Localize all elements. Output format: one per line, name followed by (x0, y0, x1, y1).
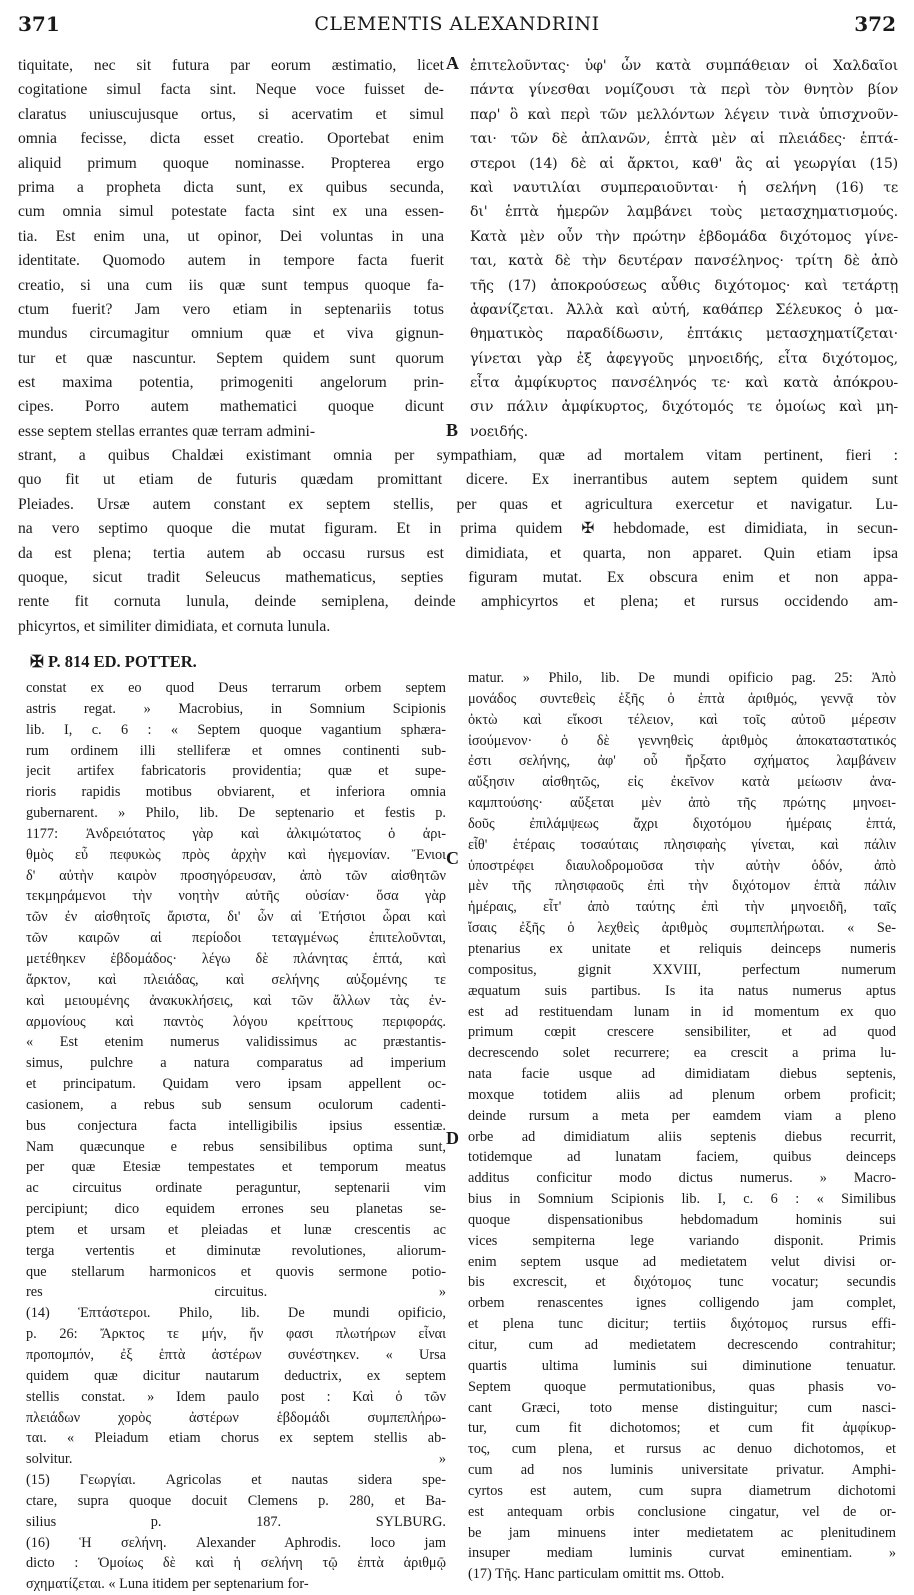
note-line: (17) Τῆς. Hanc particulam omittit ms. Ottob. (468, 1566, 725, 1583)
note-line: terga vertentis et diminutæ revolutiones, aliorum- (26, 1242, 446, 1259)
greek-text-line: παρ' ὃ καὶ περὶ τῶν μελλόντων λέγειν τινὰ ὑπισχνοῦν- (470, 106, 898, 123)
note-line: αὔξησιν αἰσθητῶς, εἰς ἐκεῖνον κατὰ μείωσιν ἀνα- (468, 774, 896, 791)
note-line: ἐστι σελήνης, ἀφ' οὗ ἤρξατο σχήματος λαμβάνειν (468, 753, 896, 770)
note-line: be jam minuens inter medietatem ac plenitudinem (468, 1524, 896, 1541)
note-line: totidemque ad lunatam faciem, quibus deinceps (468, 1149, 896, 1166)
note-line: constat ex eo quod Deus terrarum orbem septem (26, 680, 446, 696)
note-line: et plena tunc dicitur; tertiis διχότομος rursus effi- (468, 1316, 896, 1333)
note-line: μετέθηκεν ἑβδομάδος· λέγω δὲ πλάνητας ἑπτά, καὶ (26, 950, 446, 967)
text-line: mundus circumagitur omnium quæ et viva gignun- (18, 325, 444, 343)
note-line: insuper mediam luminis curvat eminentiam. » (468, 1545, 896, 1562)
running-title: CLEMENTIS ALEXANDRINI (314, 13, 600, 35)
note-line: solvitur. » (26, 1451, 446, 1468)
note-line: gubernarent. » Philo, lib. De septenario et festis p. (26, 805, 446, 822)
full-width-latin-block (18, 444, 898, 639)
note-line: 1177: Ἀνδρειότατος γὰρ καὶ ἀλκιμώτατος ὁ ἀρι- (26, 825, 446, 842)
note-line: τος, cum plena, et rursus ac denuo dichotomos, et (468, 1441, 896, 1458)
top-right-greek-column (470, 54, 898, 444)
note-line: ptenarius ex unitate et reliquis deinceps numeris (468, 940, 896, 957)
text-line: quo fit ut etiam de futuris quædam promittant dicere. Ex inerrantibus autem septem quidem sunt (18, 471, 898, 489)
note-line: cant Græci, toto mense distinguitur; cum nasci- (468, 1399, 896, 1416)
note-line: (16) Ἡ σελήνη. Alexander Aphrodis. loco jam (26, 1534, 446, 1551)
margin-marker-a: A (446, 53, 459, 73)
note-line: quartis ultima luminis sui diminutione tenuatur. (468, 1357, 896, 1374)
text-line: phicyrtos, et similiter dimidiata, et cornuta lunula. (18, 617, 331, 635)
note-line: que stellarum harmonicos et quovis sermone potio- (26, 1263, 446, 1280)
note-line: est antequam orbis conclusione cingatur, vel de or- (468, 1503, 896, 1520)
note-line: ἰσούμενον· ὁ δὲ γεννηθεὶς ἀριθμὸς ἀποκαταστατικός (468, 732, 896, 749)
note-line: ac circuitus ordinate peraguntur, septenarii vim (26, 1180, 446, 1197)
note-line: μὲν τῆς πλησιφαοῦς ἐπὶ τὴν διχότομον ἑπτὰ πάλιν (468, 878, 896, 895)
greek-text-line: Κατὰ μὲν οὖν τὴν πρώτην ἑβδομάδα διχότομος γίνε- (470, 228, 898, 245)
note-line: θμὸς εὖ πεφυκὼς πρὸς ἀρχὴν καὶ ἡγεμονίαν. Ἔνιοι (26, 846, 446, 863)
note-line: percipiunt; dico equidem errones seu planetas se- (26, 1201, 446, 1218)
note-line: decrescendo solet recurrere; ea crescit a prima lu- (468, 1045, 896, 1062)
note-line: silius p. 187. SYLBURG. (26, 1513, 446, 1530)
note-line: lib. I, c. 6 : « Septem quoque vagantium sphæra- (26, 721, 446, 738)
greek-text-line: σιν πάλιν ἀμφίκυρτος, διχότομός τε ὁμοίως καὶ μη- (470, 399, 898, 416)
note-line: matur. » Philo, lib. De mundi opificio pag. 25: Ἀπὸ (468, 670, 896, 686)
note-line: res circuitus. » (26, 1284, 446, 1301)
note-line: bus conjectura facta intelligibilis ipsius essentiæ. (26, 1117, 446, 1134)
text-line: da est plena; tertia autem ab occasu rursus est dimidiata, et quarta, non apparet. Quin etiam ipsa (18, 544, 898, 562)
text-line: tiquitate, nec sit futura par eorum æstimatio, licet (18, 57, 444, 74)
note-line: rum ordinem illi stelliferæ et omnes continenti sub- (26, 742, 446, 759)
text-line: strant, a quibus Chaldæi existimant omnia per sympathiam, quæ ad mortalem vitam pertinent, fieri : (18, 447, 898, 464)
note-line: vices sempiterna lege variando disponit. Primis (468, 1232, 896, 1249)
note-line: τῶν ἐν αἰσθητοῖς ἄριστα, δι' ὧν αἱ Ἐτήσιοι ὧραι καὶ (26, 909, 446, 926)
note-line: τεκμηράμενοι τὴν νοητὴν αὐτῆς οὐσίαν· ὅσα γὰρ (26, 888, 446, 905)
text-line: cum omnia simul potestate facta sint ex una essen- (18, 203, 444, 221)
note-line: bius in Somnium Scipionis lib. I, c. 6 : « Similibus (468, 1191, 896, 1208)
note-line: quoque dispensationibus hebdomadum hominis sui (468, 1211, 896, 1228)
text-line: est maxima potentia, primogeniti angelorum prin- (18, 374, 444, 392)
note-line: μονάδος συντεθεὶς ἑξῆς ὁ ἑπτὰ ἀριθμός, γεννᾷ τὸν (468, 690, 896, 707)
text-line: tia. Est enim una, ut opinor, Dei voluntas in una (18, 227, 444, 245)
note-line: ὀκτὼ καὶ εἴκοσι τέλειον, καὶ τοῖς αὐτοῦ μέρεσιν (468, 711, 896, 728)
text-line: ctum fuerit? Jam vero etiam in septenariis totus (18, 300, 444, 318)
note-line: bis excrescit, et διχότομος tunc vocatur; secundis (468, 1274, 896, 1291)
note-line: jecit artifex fabricatoris providentia; quæ et supe- (26, 763, 446, 780)
text-line: prima a propheta dicta sunt, ex quibus secunda, (18, 178, 444, 196)
note-line: citur, cum ad medietatem decrescendo contrahitur; (468, 1337, 896, 1353)
text-line: claratus uniuscujusque ortus, si acervatim et simul (18, 105, 444, 123)
note-line: δ' αὐτὴν καιρὸν προσηγόρευσαν, ἀπὸ τῶν αἰσθητῶν (26, 867, 446, 884)
note-line: primum cœpit crescere sensibiliter, et ad quod (468, 1024, 896, 1041)
note-line: ται. « Pleiadum etiam chorus ex septem stellis ab- (26, 1430, 446, 1447)
edition-tag: ✠ P. 814 ED. POTTER. (30, 652, 197, 671)
greek-text-line: νοειδής. (470, 423, 528, 440)
note-line: αρμονίους καὶ παντὸς λόγου κρείττους περιφοράς. (26, 1013, 446, 1030)
note-line: καὶ μειουμένης ἀνακυκλήσεις, καὶ τῶν ἄλλων τὰς ἐν- (26, 992, 446, 1009)
note-line: simus, pulchre a natura comparatus ad imperium (26, 1055, 446, 1072)
margin-marker-c: C (446, 848, 459, 868)
note-line: πλειάδων χορὸς ἀστέρων ἑβδομάδι συμπεπλήρω- (26, 1409, 446, 1426)
note-line: nata facie usque ad dimidiatam diebus septenis, (468, 1066, 896, 1083)
note-line: cum ad nos luminis universitate privatur. Amphi- (468, 1462, 896, 1479)
note-line: cyrtos est autem, cum supra diametrum dichotomi (468, 1482, 896, 1499)
greek-text-line: γίνεται γὰρ ἐξ ἀφεγγοῦς μηνοειδής, εἶτα διχότομος, (470, 350, 898, 367)
greek-text-line: ται· τῶν δὲ ἀπλανῶν, ἑπτὰ μὲν αἱ πλειάδες· ἑπτά- (470, 131, 898, 148)
note-line: compositus, gignit XXVIII, perfectum numerum (468, 961, 896, 978)
text-line: rente fit cornuta lunula, deinde semiplena, deinde amphicyrtos et plena; et rursus occidendo am- (18, 593, 898, 611)
note-line: casionem, a rebus sub sensum oculorum cadenti- (26, 1096, 446, 1113)
note-line: ἡμέραις, εἶτ' ἀπὸ ταύτης ἐπὶ τὴν μηνοειδῆ, ταῖς (468, 899, 896, 916)
note-line: p. 26: Ἄρκτος τε μήν, ἥν φασι πλωτήρων εἶναι (26, 1326, 446, 1343)
note-line: σχηματίζεται. « Luna itidem per septenarium for- (26, 1576, 309, 1593)
notes-right-column (468, 668, 896, 1585)
note-line: (14) Ἑπτάστεροι. Philo, lib. De mundi opificio, (26, 1305, 446, 1322)
note-line: ὑποστρέφει διαυλοδρομοῦσα τὴν αὐτὴν ὁδόν, ἀπὸ (468, 857, 896, 874)
note-line: astris regat. » Macrobius, in Somnium Scipionis (26, 700, 446, 717)
text-line: quoque, sicut tradit Seleucus mathematicus, septies figuram mutat. Ex obscura enim et non appa- (18, 568, 898, 586)
running-header (18, 10, 896, 38)
note-line: quidem quæ dicitur nautarum deductrix, ex septem (26, 1367, 446, 1384)
note-line: per quæ Etesiæ tempestates et temporum meatus (26, 1159, 446, 1176)
note-line: rioris rapidis motibus obviarent, et inferiora omnia (26, 784, 446, 801)
greek-text-line: στεροι (14) δὲ αἱ ἄρκτοι, καθ' ἃς αἱ γεωργίαι (15) (470, 155, 898, 172)
text-line: esse septem stellas errantes quæ terram admini- (18, 422, 316, 440)
note-line: Septem quoque permutationibus, quas phasis vo- (468, 1378, 896, 1395)
note-line: καμπτούσης· αὔξεται μὲν ἀπὸ τῆς πρώτης μηνοει- (468, 795, 896, 812)
note-line: εἶθ' ἑτέραις τοσαύταις πλησιφαὴς γίνεται, καὶ πάλιν (468, 836, 896, 853)
note-line: ctare, supra quoque docuit Clemens p. 280, et Ba- (26, 1492, 446, 1509)
note-line: ptem et ursam et pleiadas et lunæ crescentis ac (26, 1221, 446, 1238)
note-line: orbem renascentes ignes colligendo jam complet, (468, 1295, 896, 1312)
note-line: ἄρκτον, καὶ πλειάδας, καὶ σελήνης αὐξομένης τε (26, 971, 446, 988)
note-line: enim septem usque ad medietatem velut divisi or- (468, 1253, 896, 1270)
note-line: tur, cum fit dichotomos; et cum fit ἀμφίκυρ- (468, 1420, 896, 1437)
text-line: creatio, si una cum iis quæ sunt tempus quoque fa- (18, 276, 444, 294)
text-line: omnia fecisse, dicta esset creatio. Oportebat enim (18, 130, 444, 148)
note-line: dicto : Ὁμοίως δὲ καὶ ἡ σελήνη τῷ ἑπτὰ ἀριθμῷ (26, 1555, 446, 1572)
note-line: est ad restituendam lunam in id momentum ex quo (468, 1003, 896, 1020)
notes-left-column (26, 678, 446, 1595)
greek-text-line: εἶτα ἀμφίκυρτος πανσέληνός τε· καὶ κατὰ ἀπόκρου- (470, 375, 898, 392)
note-line: τῶν καιρῶν αἱ περίοδοι τεταγμένως ἐπιτελοῦνται, (26, 930, 446, 947)
greek-text-line: ἀφανίζεται. Ἀλλὰ καὶ αὐτή, καθάπερ Σέλευκος ὁ μα- (470, 301, 898, 318)
text-line: tur et quæ nascuntur. Septem quidem sunt quorum (18, 349, 444, 367)
right-page-number: 372 (854, 12, 896, 36)
note-line: additus conficitur modo dictus numerus. » Macro- (468, 1170, 896, 1187)
note-line: deinde rursum a meta per eamdem viam a pleno (468, 1107, 896, 1124)
top-left-latin-column (18, 54, 444, 444)
margin-marker-d: D (446, 1128, 459, 1148)
note-line: orbe ad dimidiatum aliis septenis diebus recurrit, (468, 1128, 896, 1145)
greek-text-line: τῆς (17) ἀποκρούσεως αὖθις διχότομος· καὶ τετάρτῃ (470, 277, 898, 294)
note-line: æquatum suis partibus. Is ita natus numerus aptus (468, 982, 896, 999)
note-line: προπομπόν, ἐξ ἑπτὰ ἀστέρων συνέστηκεν. « Ursa (26, 1347, 446, 1363)
greek-text-line: καὶ ναυτιλίαι συμπεραιοῦνται· ἡ σελήνη (16) τε (470, 179, 898, 196)
note-line: Nam quæcunque e rebus sensibilibus optima sunt, (26, 1138, 446, 1155)
greek-text-line: πάντα γίνεσθαι νομίζουσι τὰ περὶ τὸν θνητὸν βίον (470, 82, 898, 99)
note-line: δοῦς ἐπιλάμψεως ἄχρι διχοτόμου ἡμέραις ἑπτά, (468, 815, 896, 832)
text-line: cogitatione simul facta sint. Neque voce fuisset de- (18, 81, 444, 99)
text-line: aliquid primum quoque nominasse. Propterea ergo (18, 154, 444, 172)
greek-text-line: δι' ἑπτὰ ἡμερῶν λαμβάνει τοὺς μετασχηματισμούς. (470, 204, 898, 221)
greek-text-line: ται, κατὰ δὲ τὴν δευτέραν πανσέληνος· τρίτη δὲ ἀπὸ (470, 253, 898, 270)
text-line: identitate. Quomodo autem in tempore facta fuerit (18, 252, 444, 270)
left-page-number: 371 (18, 12, 60, 36)
text-line: Pleiades. Ursæ autem constant ex septem stellis, per quas et agricultura exercetur et navigatur. Lu- (18, 495, 898, 513)
note-line: et principatum. Quidam vero ipsam appellent oc- (26, 1076, 446, 1093)
greek-text-line: θηματικὸς παραδίδωσιν, ἑπτάκις μετασχηματίζεται· (470, 326, 898, 343)
note-line: moxque totidem aliis ad plenum orbem proficit; (468, 1086, 896, 1103)
greek-text-line: ἐπιτελοῦντας· ὑφ' ὧν κατὰ συμπάθειαν οἱ Χαλδαῖοι (470, 58, 898, 74)
text-line: cipes. Porro autem mathematici quoque dicunt (18, 398, 444, 416)
note-line: ἴσαις ἐξῆς ὁ λεχθεὶς ἀριθμὸς συμπεπλήρωται. « Se- (468, 920, 896, 937)
note-line: stellis constat. » Idem paulo post : Καὶ ὁ τῶν (26, 1388, 446, 1405)
margin-marker-b: B (446, 420, 459, 440)
note-line: « Est etenim numerus validissimus ac præstantis- (26, 1034, 446, 1051)
note-line: (15) Γεωργίαι. Agricolas et nautas sidera spe- (26, 1472, 446, 1489)
text-line: na vero septimo quoque die mutat figuram. Et in prima quidem ✠ hebdomade, est dimidiata, in secun- (18, 520, 898, 538)
